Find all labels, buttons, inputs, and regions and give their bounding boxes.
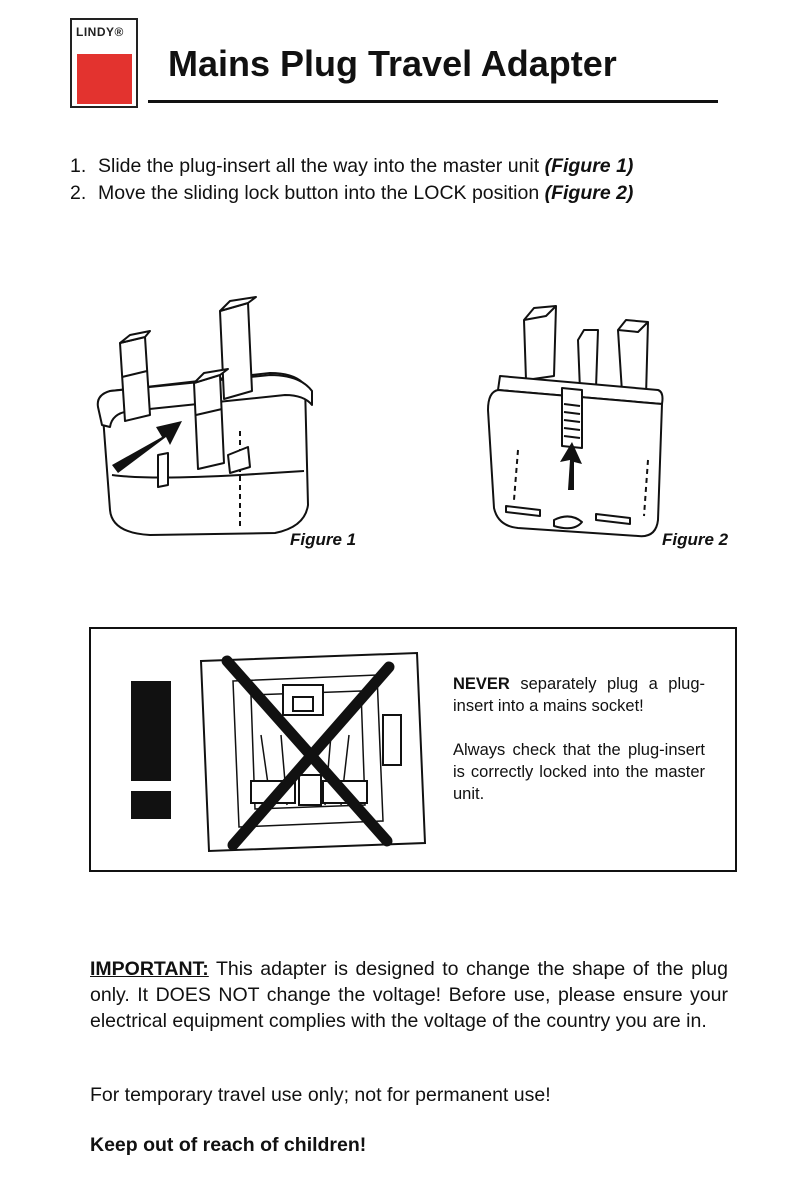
temporary-use-notice: For temporary travel use only; not for permanent use! (90, 1084, 551, 1106)
lock-check-warning: Always check that the plug-insert is correctly locked into the master unit. (453, 741, 705, 803)
never-warning-text: separately plug a plug-insert into a mains socket! (453, 675, 705, 715)
step-figure-ref: (Figure 2) (544, 182, 634, 204)
important-label: IMPORTANT: (90, 958, 209, 980)
important-notice (90, 956, 728, 1034)
step-figure-ref: (Figure 1) (544, 155, 634, 177)
figure-2-caption: Figure 2 (662, 530, 729, 549)
never-warning (453, 673, 705, 717)
step-number: 2. (70, 182, 87, 204)
step-text: Slide the plug-insert all the way into the master unit (98, 155, 545, 177)
never-emphasis: NEVER (453, 675, 510, 693)
warning-text (453, 673, 705, 827)
children-warning: Keep out of reach of children! (90, 1134, 367, 1156)
step-text: Move the sliding lock button into the LOCK position (98, 182, 545, 204)
warning-box (89, 627, 737, 872)
brand-red-square (77, 54, 132, 104)
figure-1-illustration (90, 295, 330, 540)
figure-1-caption: Figure 1 (290, 530, 357, 549)
step-item (70, 153, 750, 180)
brand-logo (70, 18, 138, 108)
exclamation-icon (127, 681, 177, 821)
instruction-steps (70, 153, 750, 207)
step-number: 1. (70, 155, 87, 177)
figure-2-illustration (478, 300, 668, 545)
brand-name: LINDY® (76, 25, 124, 39)
important-text: This adapter is designed to change the shape of the plug only. It DOES NOT change the voltage! Before use, please ensure your electrical equipment complies with the voltage of the country you are in. (90, 958, 728, 1032)
crossed-out-adapter-illustration (191, 645, 437, 859)
page-title: Mains Plug Travel Adapter (168, 43, 617, 84)
step-item (70, 180, 750, 207)
title-underline (148, 100, 718, 103)
